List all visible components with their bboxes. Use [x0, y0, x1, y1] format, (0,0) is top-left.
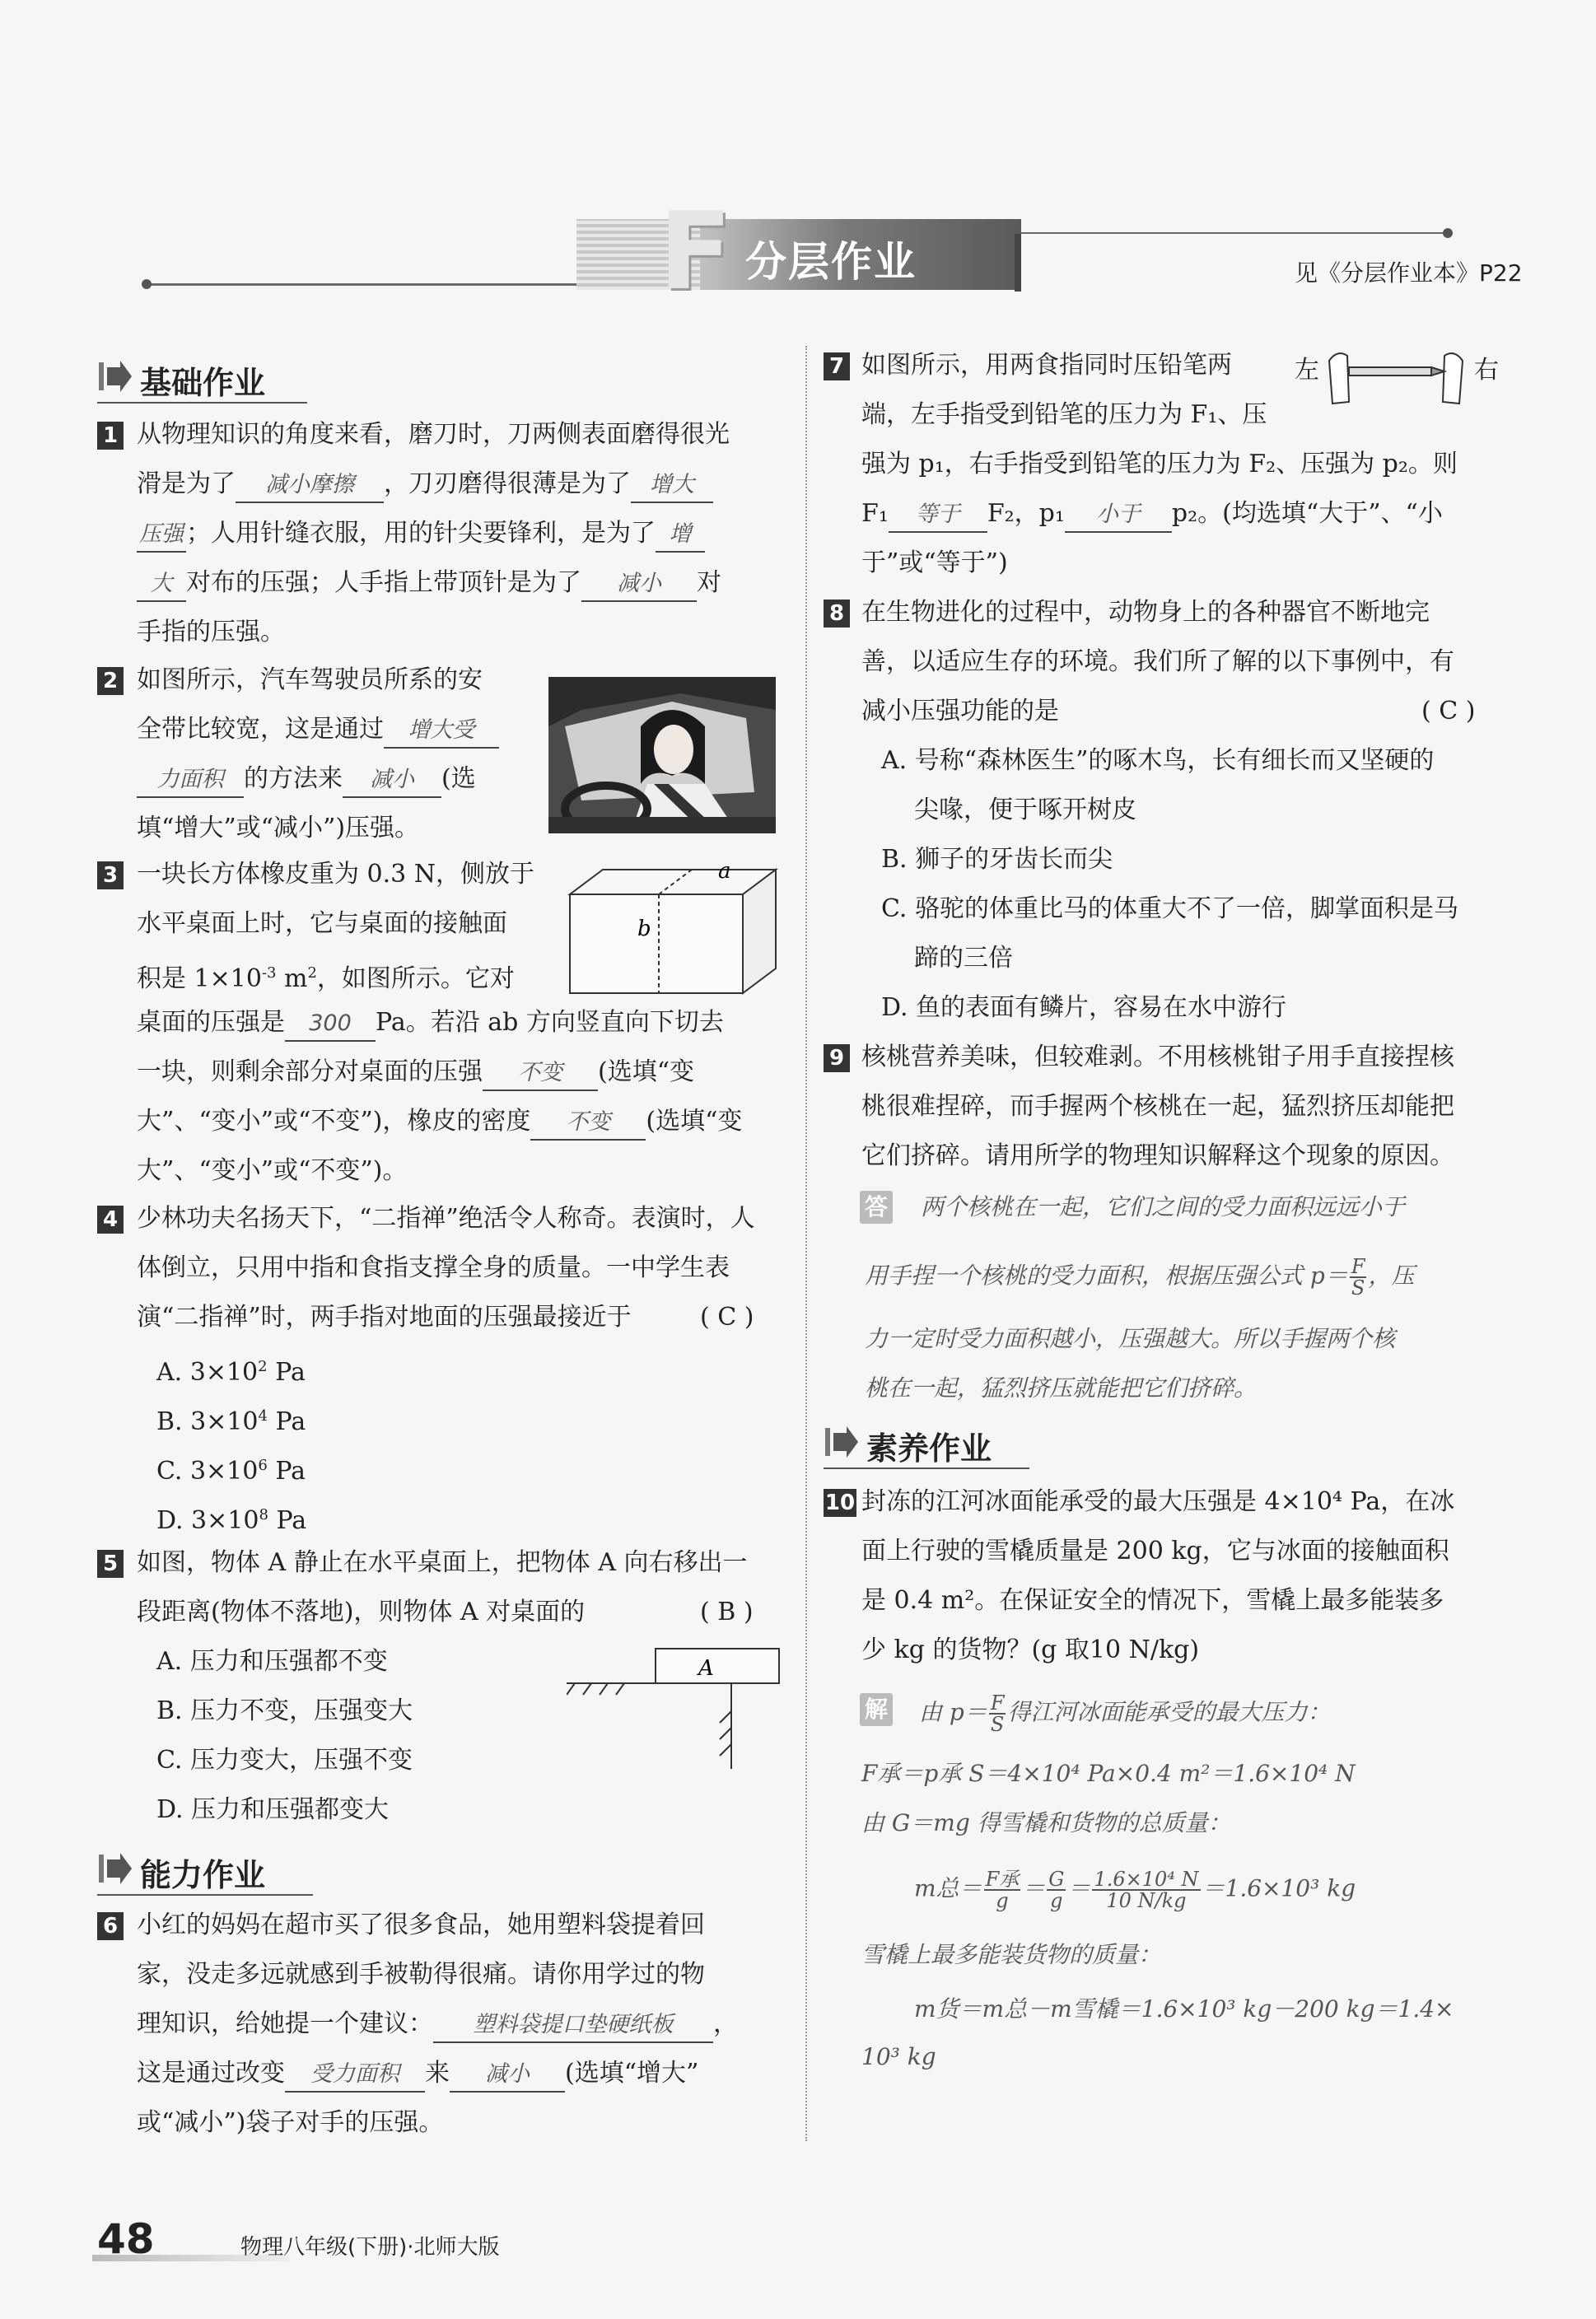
question-number: 5	[97, 1550, 124, 1578]
q4-option-d	[156, 1499, 306, 1537]
question-number: 10	[824, 1491, 856, 1515]
arrow-pointer-icon	[97, 1851, 133, 1886]
q9-answer-line1: 两个核桃在一起，它们之间的受力面积远远小于	[921, 1193, 1406, 1220]
question-number: 1	[97, 422, 124, 450]
q9-answer-line2	[865, 1257, 1415, 1298]
q10-solution-line7: 10³ kg	[861, 2043, 936, 2070]
q10-solution-text: ＝	[1022, 1874, 1046, 1902]
q3-text: (选填“变	[646, 1107, 743, 1136]
fraction-denominator: 10 N/kg	[1106, 1889, 1187, 1912]
q3-text: Pa。若沿 ab 方向竖直向下切去	[376, 1008, 724, 1037]
q3-exponent: -3	[261, 964, 277, 982]
question-number: 8	[824, 600, 850, 628]
page-number: 48	[97, 2215, 155, 2263]
q3-line6	[137, 1105, 742, 1141]
table-block-figure	[567, 1645, 786, 1777]
question-number: 7	[824, 352, 850, 380]
q2-answer-1a: 增大受	[384, 714, 499, 749]
q4-choice-answer: ( C )	[700, 1303, 754, 1332]
q3-text: 一块，则剩余部分对桌面的压强	[137, 1057, 483, 1086]
q1-answer-2a: 增大	[631, 469, 713, 503]
solution-tag: 解	[860, 1693, 893, 1726]
q6-text: 来	[425, 2059, 450, 2088]
header-banner-title: 分层作业	[745, 238, 917, 286]
q1-line2	[137, 468, 713, 503]
q3-line4	[137, 1006, 724, 1042]
formula-fraction	[1350, 1257, 1367, 1298]
q1-text: 对	[697, 568, 721, 597]
q3-text: ，如图所示。它对	[316, 964, 515, 993]
q5-line1: 如图，物体 A 静止在水平桌面上，把物体 A 向右移出一	[137, 1548, 748, 1577]
q7-text: p₂。(均选填“大于”、“小	[1171, 499, 1443, 528]
q8-option-c-line1: C. 骆驼的体重比马的体重大不了一倍，脚掌面积是马	[881, 894, 1458, 923]
option-unit: Pa	[268, 1506, 307, 1535]
fraction-numerator: F承	[985, 1868, 1020, 1891]
section-basic	[97, 356, 311, 399]
q7-answer-2: 小于	[1065, 498, 1172, 533]
q6-answer-1: 塑料袋提口垫硬纸板	[433, 2009, 713, 2043]
q1-line1: 从物理知识的角度来看，磨刀时，刀两侧表面磨得很光	[137, 420, 730, 449]
q10-solution-text: m总＝	[914, 1874, 982, 1902]
q6-answer-3: 减小	[450, 2058, 565, 2093]
q3-text: m	[276, 964, 308, 993]
q1-text: ，刀刃磨得很薄是为了	[384, 469, 631, 498]
q7-line1: 如图所示，用两食指同时压铅笔两	[861, 351, 1232, 380]
question-number: 2	[97, 667, 124, 695]
fraction-denominator: g	[1050, 1889, 1063, 1912]
q3-text: 桌面的压强是	[137, 1008, 285, 1037]
q10-line4: 少 kg 的货物？(g 取10 N/kg)	[861, 1635, 1200, 1664]
q1-line4	[137, 567, 721, 602]
q3-line2: 水平桌面上时，它与桌面的接触面	[137, 909, 507, 938]
q2-answer-2: 减小	[343, 763, 441, 798]
q8-option-b: B. 狮子的牙齿长而尖	[881, 845, 1113, 874]
option-unit: Pa	[267, 1457, 306, 1486]
section-ability	[97, 1848, 311, 1891]
q8-line1: 在生物进化的过程中，动物身上的各种器官不断地完	[861, 598, 1430, 627]
formula-fraction	[984, 1869, 1021, 1911]
eraser-block-figure	[562, 861, 784, 1001]
q5-choice-answer: ( B )	[700, 1598, 754, 1626]
q7-answer-1: 等于	[889, 498, 987, 533]
q2-line1: 如图所示，汽车驾驶员所系的安	[137, 665, 483, 694]
header-banner-letter: F	[659, 189, 732, 314]
q4-line1: 少林功夫名扬天下，“二指禅”绝活令人称奇。表演时，人	[137, 1204, 755, 1233]
q3-answer-1: 300	[285, 1007, 376, 1042]
formula-fraction	[989, 1693, 1006, 1734]
q6-text: (选填“增大”	[565, 2059, 699, 2088]
option-text: D. 3×10	[156, 1506, 259, 1535]
q9-answer-text: 用手捏一个核桃的受力面积，根据压强公式 p＝	[865, 1262, 1348, 1290]
option-unit: Pa	[267, 1407, 306, 1436]
q1-answer-1: 减小摩擦	[236, 469, 384, 503]
pencil-fingers-figure	[1321, 344, 1472, 418]
option-text: B. 3×10	[156, 1407, 259, 1436]
fraction-numerator: 1.6×10⁴ N	[1094, 1868, 1199, 1891]
q2-text: 的方法来	[244, 764, 343, 793]
q7-text: F₁	[861, 499, 889, 528]
q3-text: 积是 1×10	[137, 964, 262, 993]
q6-text: 理知识，给她提一个建议：	[137, 2009, 433, 2038]
question-number: 3	[97, 861, 124, 889]
formula-fraction	[1047, 1869, 1066, 1911]
header-banner-end	[1015, 234, 1021, 292]
q6-line5: 或“减小”)袋子对手的压强。	[137, 2108, 444, 2137]
q1-text: ；人用针缝衣服，用的针尖要锋利，是为了	[186, 519, 656, 548]
question-number: 9	[824, 1044, 850, 1072]
q4-option-a	[156, 1351, 306, 1389]
q7-line2: 端，左手指受到铅笔的压力为 F₁、压	[861, 400, 1267, 429]
q10-line2: 面上行驶的雪橇质量是 200 kg，它与冰面的接触面积	[861, 1537, 1449, 1565]
q1-text: 对布的压强；人手指上带顶针是为了	[186, 568, 581, 597]
q10-solution-line5: 雪橇上最多能装货物的质量：	[861, 1941, 1162, 1968]
q8-option-a-line2: 尖喙，便于啄开树皮	[914, 796, 1136, 824]
book-title: 物理八年级(下册)·北师大版	[240, 2235, 500, 2260]
q10-solution-line1	[919, 1693, 1331, 1734]
q10-solution-line2: F承＝p承 S＝4×10⁴ Pa×0.4 m²＝1.6×10⁴ N	[861, 1760, 1356, 1787]
q6-answer-2: 受力面积	[285, 2058, 425, 2093]
section-basic-title: 基础作业	[140, 365, 266, 401]
q4-line2: 体倒立，只用中指和食指支撑全身的质量。一中学生表	[137, 1253, 730, 1282]
q6-line1: 小红的妈妈在超市买了很多食品，她用塑料袋提着回	[137, 1911, 705, 1939]
column-separator	[805, 346, 807, 2141]
fraction-numerator: G	[1048, 1868, 1065, 1891]
option-text: C. 3×10	[156, 1457, 259, 1486]
arrow-pointer-icon	[824, 1425, 860, 1459]
q6-line2: 家，没走多远就感到手被勒得很痛。请你用学过的物	[137, 1960, 705, 1989]
q7-line4	[861, 497, 1443, 533]
header-rule-left	[145, 283, 576, 286]
section-underline	[824, 1467, 1029, 1469]
q5-option-c: C. 压力变大，压强不变	[156, 1746, 413, 1775]
q3-line5	[137, 1056, 694, 1091]
q3-exponent: 2	[307, 964, 317, 982]
section-ability-title: 能力作业	[140, 1857, 266, 1893]
header-rule-dot-left	[142, 279, 152, 289]
fraction-denominator: S	[990, 1713, 1005, 1736]
header-rule-dot-right	[1443, 228, 1453, 238]
q8-option-c-line2: 蹄的三倍	[914, 944, 1013, 973]
option-unit: Pa	[267, 1358, 306, 1387]
section-underline	[97, 1894, 313, 1896]
q7-line5: 于”或“等于”)	[861, 548, 1008, 577]
q5-option-b: B. 压力不变，压强变大	[156, 1696, 413, 1725]
option-exponent: 4	[258, 1407, 268, 1425]
arrow-pointer-icon	[97, 359, 133, 394]
q1-line5: 手指的压强。	[137, 618, 285, 646]
q3-answer-3: 不变	[530, 1106, 646, 1141]
fraction-denominator: S	[1351, 1276, 1365, 1299]
fraction-numerator: F	[990, 1691, 1005, 1715]
answer-tag: 答	[860, 1191, 893, 1224]
q6-text: ，	[713, 2009, 738, 2038]
formula-fraction	[1092, 1869, 1200, 1911]
q6-line3	[137, 2008, 738, 2043]
question-number: 6	[97, 1912, 124, 1940]
option-text: A. 3×10	[156, 1358, 259, 1387]
q1-answer-3b: 大	[137, 567, 186, 602]
q8-choice-answer: ( C )	[1421, 697, 1476, 726]
q10-solution-line4	[914, 1869, 1356, 1911]
q3-text: 大”、“变小”或“不变”)，橡皮的密度	[137, 1107, 531, 1136]
q8-line3: 减小压强功能的是	[861, 697, 1059, 726]
q6-line4	[137, 2057, 698, 2093]
q7-line3: 强为 p₁，右手指受到铅笔的压力为 F₂、压强为 p₂。则	[861, 450, 1458, 478]
q4-line3: 演“二指禅”时，两手指对地面的压强最接近于	[137, 1303, 632, 1332]
q5-option-a: A. 压力和压强都不变	[156, 1647, 388, 1676]
header-rule-right	[1021, 232, 1449, 234]
q3-line1: 一块长方体橡皮重为 0.3 N，侧放于	[137, 860, 535, 889]
section-literacy-title: 素养作业	[866, 1430, 992, 1467]
workbook-reference: 见《分层作业本》P22	[1295, 259, 1523, 287]
q1-line3	[137, 517, 705, 553]
q1-answer-3a: 增	[656, 518, 705, 553]
fraction-numerator: F	[1351, 1255, 1365, 1278]
q7-text: F₂，p₁	[987, 499, 1065, 528]
q9-answer-line4: 桃在一起，猛烈挤压就能把它们挤碎。	[865, 1374, 1258, 1402]
option-exponent: 2	[258, 1358, 268, 1375]
q10-solution-line6: m货＝m总－m雪橇＝1.6×10³ kg－200 kg＝1.4×	[914, 1995, 1454, 2023]
q5-option-d: D. 压力和压强都变大	[156, 1795, 390, 1824]
question-number: 4	[97, 1206, 124, 1234]
q3-line3	[137, 957, 515, 996]
q8-line2: 善，以适应生存的环境。我们所了解的以下事例中，有	[861, 647, 1454, 676]
q4-option-c	[156, 1449, 306, 1488]
q1-answer-4: 减小	[581, 567, 697, 602]
q9-answer-line3: 力一定时受力面积越小，压强越大。所以手握两个核	[865, 1325, 1396, 1352]
q10-solution-text: ＝	[1067, 1874, 1091, 1902]
q9-line3: 它们挤碎。请用所学的物理知识解释这个现象的原因。	[861, 1141, 1454, 1170]
q1-text: 滑是为了	[137, 469, 236, 498]
q2-text: 全带比较宽，这是通过	[137, 715, 384, 744]
q3-answer-2: 不变	[483, 1057, 598, 1091]
q9-line2: 桃很难捏碎，而手握两个核桃在一起，猛烈挤压却能把	[861, 1092, 1454, 1121]
section-literacy	[824, 1421, 1038, 1467]
q10-line1: 封冻的江河冰面能承受的最大压强是 4×10⁴ Pa，在冰	[861, 1487, 1455, 1516]
option-exponent: 8	[259, 1506, 268, 1523]
q8-option-d: D. 鱼的表面有鳞片，容易在水中游行	[881, 993, 1287, 1022]
driver-seatbelt-photo	[548, 677, 776, 833]
figure-label-a: a	[718, 861, 731, 884]
section-underline	[97, 402, 307, 404]
q2-line3	[137, 763, 476, 798]
q9-answer-text: ，压	[1368, 1262, 1415, 1290]
q4-option-b	[156, 1400, 306, 1439]
q10-solution-text: 得江河冰面能承受的最大压力：	[1007, 1698, 1331, 1726]
q8-option-a-line1: A. 号称“森林医生”的啄木鸟，长有细长而又坚硬的	[881, 746, 1435, 775]
fraction-denominator: g	[996, 1889, 1009, 1912]
q2-line4: 填“增大”或“减小”)压强。	[137, 814, 420, 842]
q1-answer-2b: 压强	[137, 518, 186, 553]
q3-text: (选填“变	[598, 1057, 695, 1086]
q6-text: 这是通过改变	[137, 2059, 285, 2088]
q2-text: (选	[441, 764, 476, 793]
q5-line2: 段距离(物体不落地)，则物体 A 对桌面的	[137, 1598, 586, 1626]
q10-solution-text: 由 p＝	[919, 1698, 987, 1726]
q10-line3: 是 0.4 m²。在保证安全的情况下，雪橇上最多能装多	[861, 1586, 1444, 1615]
q10-solution-line3: 由 G＝mg 得雪橇和货物的总质量：	[861, 1809, 1231, 1836]
q9-line1: 核桃营养美味，但较难剥。不用核桃钳子用手直接捏核	[861, 1043, 1454, 1071]
figure-label-right: 右	[1474, 356, 1499, 385]
q10-solution-text: ＝1.6×10³ kg	[1202, 1874, 1356, 1902]
option-exponent: 6	[258, 1457, 268, 1474]
figure-label-A: A	[698, 1656, 714, 1681]
q3-line7: 大”、“变小”或“不变”)。	[137, 1156, 408, 1185]
figure-label-b: b	[637, 917, 651, 941]
figure-label-left: 左	[1295, 356, 1319, 385]
q2-answer-1b: 力面积	[137, 763, 244, 798]
q2-line2	[137, 713, 499, 749]
